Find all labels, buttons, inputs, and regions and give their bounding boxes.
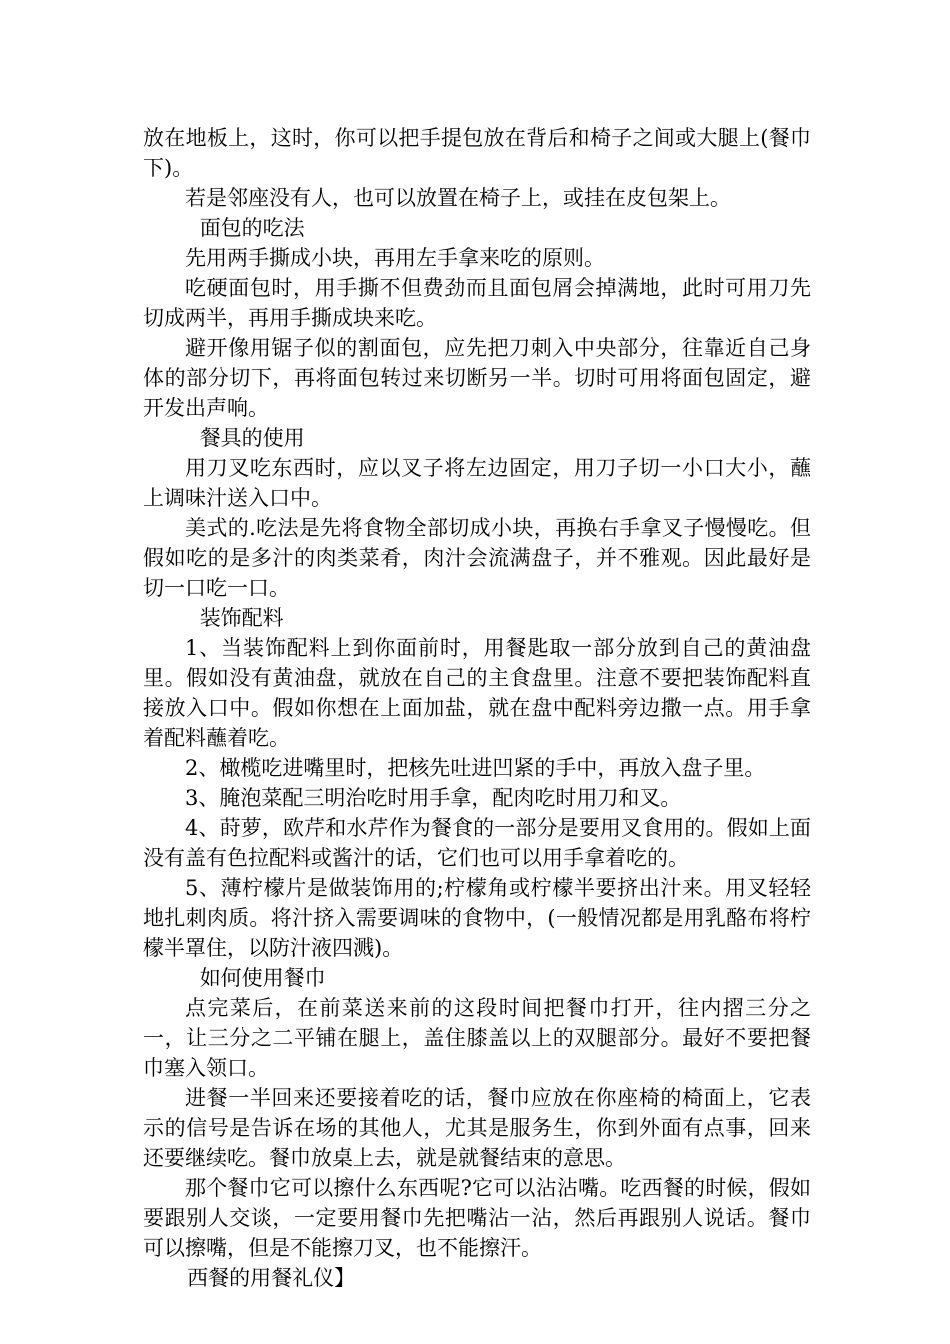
paragraph: 进餐一半回来还要接着吃的话，餐巾应放在你座椅的椅面上，它表示的信号是告诉在场的其他人，尤其是服务生，你到外面有点事，回来还要继续吃。餐巾放桌上去，就是就餐结束的意思。 <box>143 1086 811 1170</box>
document-body <box>143 123 811 1293</box>
list-item-paragraph: 4、莳萝，欧芹和水芹作为餐食的一部分是要用叉食用的。假如上面没有盖有色拉配料或酱汁的话，它们也可以用手拿着吃的。 <box>143 816 811 870</box>
paragraph: 先用两手撕成小块，再用左手拿来吃的原则。 <box>185 246 605 270</box>
paragraph: 用刀叉吃东西时，应以叉子将左边固定，用刀子切一小口大小，蘸上调味汁送入口中。 <box>143 456 811 510</box>
closing-title: 西餐的用餐礼仪】 <box>187 1266 356 1290</box>
paragraph-continuation: 放在地板上，这时，你可以把手提包放在背后和椅子之间或大腿上(餐巾下)。 <box>143 126 811 180</box>
paragraph: 避开像用锯子似的割面包，应先把刀刺入中央部分，往靠近自己身体的部分切下，再将面包转过来切断另一半。切时可用将面包固定，避开发出声响。 <box>143 336 811 420</box>
list-item-paragraph: 5、薄柠檬片是做装饰用的;柠檬角或柠檬半要挤出汁来。用叉轻轻地扎刺肉质。将汁挤入需要调味的食物中，(一般情况都是用乳酪布将柠檬半罩住，以防汁液四溅)。 <box>143 876 811 960</box>
section-heading-bread: 面包的吃法 <box>199 216 305 240</box>
section-heading-garnish: 装饰配料 <box>199 606 284 630</box>
list-item-paragraph: 2、橄榄吃进嘴里时，把核先吐进凹紧的手中，再放入盘子里。 <box>185 756 766 780</box>
section-heading-napkin: 如何使用餐巾 <box>199 966 326 990</box>
paragraph: 美式的.吃法是先将食物全部切成小块，再换右手拿叉子慢慢吃。但假如吃的是多汁的肉类菜肴，肉汁会流满盘子，并不雅观。因此最好是切一口吃一口。 <box>143 516 811 600</box>
paragraph: 点完菜后，在前菜送来前的这段时间把餐巾打开，往内摺三分之一，让三分之二平铺在腿上，盖住膝盖以上的双腿部分。最好不要把餐巾塞入领口。 <box>143 996 811 1080</box>
paragraph: 吃硬面包时，用手撕不但费劲而且面包屑会掉满地，此时可用刀先切成两半，再用手撕成块来吃。 <box>143 276 811 330</box>
paragraph: 那个餐巾它可以擦什么东西呢?它可以沾沾嘴。吃西餐的时候，假如要跟别人交谈，一定要用餐巾先把嘴沾一沾，然后再跟别人说话。餐巾可以擦嘴，但是不能擦刀叉，也不能擦汗。 <box>143 1176 811 1260</box>
section-heading-cutlery: 餐具的使用 <box>199 426 305 450</box>
list-item-paragraph: 3、腌泡菜配三明治吃时用手拿，配肉吃时用刀和叉。 <box>185 786 682 810</box>
paragraph: 若是邻座没有人，也可以放置在椅子上，或挂在皮包架上。 <box>185 186 731 210</box>
list-item-paragraph: 1、当装饰配料上到你面前时，用餐匙取一部分放到自己的黄油盘里。假如没有黄油盘，就放在自己的主食盘里。注意不要把装饰配料直接放入口中。假如你想在上面加盐，就在盘中配料旁边撒一点。用手拿着配料蘸着吃。 <box>143 636 811 750</box>
